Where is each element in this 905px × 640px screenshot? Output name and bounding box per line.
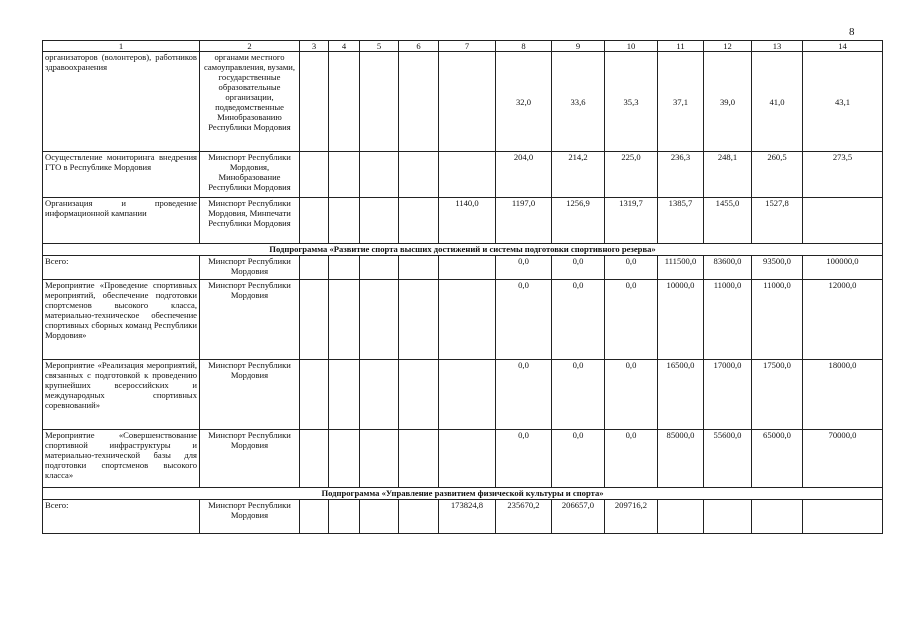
value-cell xyxy=(360,256,399,280)
value-cell: 206657,0 xyxy=(552,500,605,534)
column-number: 10 xyxy=(605,41,658,52)
column-number: 12 xyxy=(704,41,752,52)
value-cell xyxy=(439,152,496,198)
value-cell: 1197,0 xyxy=(496,198,552,244)
value-cell xyxy=(329,152,360,198)
value-cell: 0,0 xyxy=(605,360,658,430)
value-cell: 273,5 xyxy=(803,152,883,198)
value-cell xyxy=(439,52,496,152)
subprogram-title: Подпрограмма «Развитие спорта высших достижений и системы подготовки спортивного резерва» xyxy=(43,244,883,256)
value-cell: 225,0 xyxy=(605,152,658,198)
value-cell: 83600,0 xyxy=(704,256,752,280)
value-cell: 12000,0 xyxy=(803,280,883,360)
value-cell: 55600,0 xyxy=(704,430,752,488)
value-cell: 11000,0 xyxy=(752,280,803,360)
executor-cell: Минспорт Республики Мордовия, Минпечати Республики Мордовия xyxy=(200,198,300,244)
value-cell xyxy=(399,500,439,534)
value-cell: 17000,0 xyxy=(704,360,752,430)
value-cell: 1455,0 xyxy=(704,198,752,244)
activity-cell: организаторов (волонтеров), работников здравоохранения xyxy=(43,52,200,152)
value-cell xyxy=(752,500,803,534)
value-cell xyxy=(329,256,360,280)
value-cell xyxy=(399,256,439,280)
value-cell xyxy=(704,500,752,534)
value-cell: 0,0 xyxy=(496,256,552,280)
value-cell xyxy=(803,198,883,244)
value-cell: 236,3 xyxy=(658,152,704,198)
value-cell: 43,1 xyxy=(803,52,883,152)
column-number: 9 xyxy=(552,41,605,52)
value-cell xyxy=(300,52,329,152)
value-cell xyxy=(399,152,439,198)
column-number: 11 xyxy=(658,41,704,52)
executor-cell: Минспорт Республики Мордовия, Минобразование Республики Мордовия xyxy=(200,152,300,198)
activity-cell: Всего: xyxy=(43,256,200,280)
value-cell xyxy=(300,198,329,244)
value-cell xyxy=(360,430,399,488)
value-cell xyxy=(329,500,360,534)
value-cell: 17500,0 xyxy=(752,360,803,430)
value-cell: 41,0 xyxy=(752,52,803,152)
value-cell xyxy=(439,280,496,360)
value-cell xyxy=(300,360,329,430)
value-cell xyxy=(399,198,439,244)
column-number: 6 xyxy=(399,41,439,52)
table-row xyxy=(43,430,883,488)
value-cell: 18000,0 xyxy=(803,360,883,430)
column-number: 8 xyxy=(496,41,552,52)
value-cell: 0,0 xyxy=(552,280,605,360)
value-cell xyxy=(360,52,399,152)
value-cell: 0,0 xyxy=(605,280,658,360)
value-cell xyxy=(399,360,439,430)
column-number: 4 xyxy=(329,41,360,52)
executor-cell: Минспорт Республики Мордовия xyxy=(200,360,300,430)
value-cell xyxy=(399,430,439,488)
table-row xyxy=(43,500,883,534)
value-cell: 33,6 xyxy=(552,52,605,152)
value-cell xyxy=(360,360,399,430)
table-row xyxy=(43,280,883,360)
budget-table xyxy=(42,40,883,534)
value-cell: 1256,9 xyxy=(552,198,605,244)
table-row xyxy=(43,152,883,198)
value-cell xyxy=(360,198,399,244)
column-number: 7 xyxy=(439,41,496,52)
value-cell xyxy=(329,52,360,152)
activity-cell: Мероприятие «Проведение спортивных мероприятий, обеспечение подготовки спортсменов высокого класса, материально-техническое обеспечение спортивных сборных команд Республики Мордовия» xyxy=(43,280,200,360)
value-cell xyxy=(399,52,439,152)
executor-cell: органами местного самоуправления, вузами, государственные образовательные организации, подведомственные Минобразованию Республики Мордовия xyxy=(200,52,300,152)
value-cell xyxy=(329,360,360,430)
value-cell: 70000,0 xyxy=(803,430,883,488)
value-cell xyxy=(329,430,360,488)
value-cell: 0,0 xyxy=(605,256,658,280)
value-cell xyxy=(300,500,329,534)
value-cell xyxy=(439,360,496,430)
executor-cell: Минспорт Республики Мордовия xyxy=(200,256,300,280)
value-cell: 209716,2 xyxy=(605,500,658,534)
subprogram-title: Подпрограмма «Управление развитием физической культуры и спорта» xyxy=(43,488,883,500)
value-cell: 1319,7 xyxy=(605,198,658,244)
value-cell: 0,0 xyxy=(552,430,605,488)
activity-cell: Всего: xyxy=(43,500,200,534)
value-cell xyxy=(439,256,496,280)
value-cell: 16500,0 xyxy=(658,360,704,430)
executor-cell: Минспорт Республики Мордовия xyxy=(200,430,300,488)
table-row xyxy=(43,52,883,152)
column-number: 5 xyxy=(360,41,399,52)
activity-cell: Мероприятие «Реализация мероприятий, связанных с подготовкой к проведению крупнейших всероссийских и международных спортивных соревнований» xyxy=(43,360,200,430)
value-cell: 1527,8 xyxy=(752,198,803,244)
value-cell: 0,0 xyxy=(552,360,605,430)
subprogram-heading-row xyxy=(43,244,883,256)
column-number: 13 xyxy=(752,41,803,52)
value-cell xyxy=(329,198,360,244)
column-number: 2 xyxy=(200,41,300,52)
executor-cell: Минспорт Республики Мордовия xyxy=(200,280,300,360)
value-cell: 93500,0 xyxy=(752,256,803,280)
column-number-row xyxy=(43,41,883,52)
value-cell xyxy=(658,500,704,534)
activity-cell: Осуществление мониторинга внедрения ГТО в Республике Мордовия xyxy=(43,152,200,198)
value-cell: 39,0 xyxy=(704,52,752,152)
value-cell xyxy=(300,430,329,488)
value-cell: 0,0 xyxy=(496,360,552,430)
table-row xyxy=(43,198,883,244)
value-cell: 35,3 xyxy=(605,52,658,152)
value-cell: 100000,0 xyxy=(803,256,883,280)
value-cell: 0,0 xyxy=(496,430,552,488)
value-cell: 214,2 xyxy=(552,152,605,198)
table-row xyxy=(43,256,883,280)
table-row xyxy=(43,360,883,430)
column-number: 14 xyxy=(803,41,883,52)
value-cell xyxy=(360,152,399,198)
activity-cell: Мероприятие «Совершенствование спортивной инфраструктуры и материально-технической базы для подготовки спортсменов высокого класса» xyxy=(43,430,200,488)
value-cell: 32,0 xyxy=(496,52,552,152)
value-cell: 0,0 xyxy=(496,280,552,360)
value-cell xyxy=(360,500,399,534)
value-cell xyxy=(439,430,496,488)
value-cell xyxy=(300,256,329,280)
value-cell xyxy=(300,152,329,198)
subprogram-heading-row xyxy=(43,488,883,500)
value-cell xyxy=(329,280,360,360)
value-cell: 11000,0 xyxy=(704,280,752,360)
executor-cell: Минспорт Республики Мордовия xyxy=(200,500,300,534)
value-cell: 0,0 xyxy=(552,256,605,280)
column-number: 1 xyxy=(43,41,200,52)
value-cell: 65000,0 xyxy=(752,430,803,488)
value-cell: 204,0 xyxy=(496,152,552,198)
value-cell: 10000,0 xyxy=(658,280,704,360)
value-cell: 37,1 xyxy=(658,52,704,152)
value-cell: 0,0 xyxy=(605,430,658,488)
page-number: 8 xyxy=(849,26,855,38)
value-cell: 260,5 xyxy=(752,152,803,198)
value-cell: 235670,2 xyxy=(496,500,552,534)
value-cell: 111500,0 xyxy=(658,256,704,280)
value-cell: 1140,0 xyxy=(439,198,496,244)
value-cell: 85000,0 xyxy=(658,430,704,488)
value-cell xyxy=(399,280,439,360)
value-cell xyxy=(300,280,329,360)
column-number: 3 xyxy=(300,41,329,52)
value-cell: 173824,8 xyxy=(439,500,496,534)
value-cell: 248,1 xyxy=(704,152,752,198)
activity-cell: Организация и проведение информационной кампании xyxy=(43,198,200,244)
value-cell: 1385,7 xyxy=(658,198,704,244)
value-cell xyxy=(803,500,883,534)
value-cell xyxy=(360,280,399,360)
